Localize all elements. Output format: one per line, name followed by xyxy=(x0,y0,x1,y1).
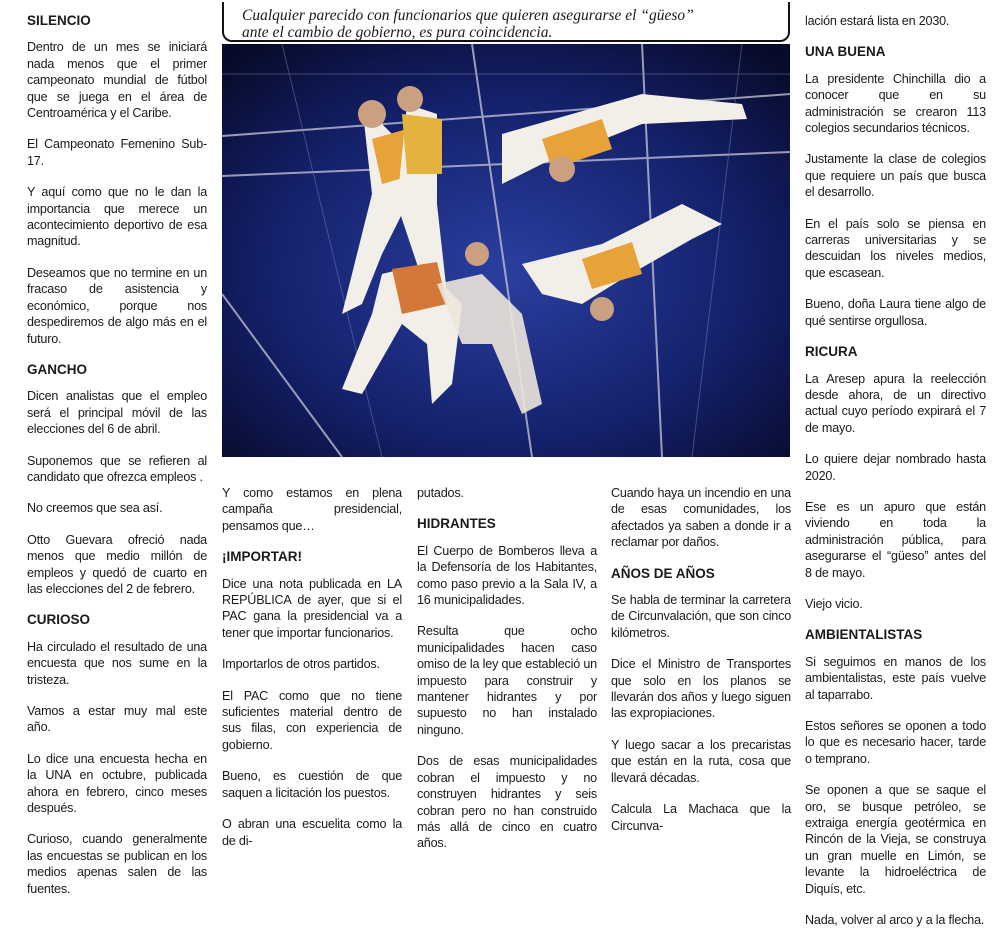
paragraph: putados. xyxy=(417,486,464,500)
paragraph: Dice una nota publicada en LA REPÚBLICA de ayer, que si el PAC gana la presidencial va a tener que importar funcionarios. xyxy=(222,576,402,640)
paragraph: Ese es un apuro que están viviendo en toda la administración pública, para asegurarse el “güeso” antes del 8 de mayo. xyxy=(805,499,986,580)
paragraph: Se habla de terminar la carretera de Circunvalación, que son cinco kilómetros. xyxy=(611,593,791,640)
column-5 xyxy=(805,13,986,943)
paragraph: Resulta que ocho municipalidades hacen caso omiso de la ley que estableció un impuesto para construir y mantener hidrantes y por supuesto no han instalado ninguno. xyxy=(417,624,597,737)
paragraph: Y como estamos en plena campaña presidencial, pensamos que… xyxy=(222,486,402,533)
paragraph: Lo quiere dejar nombrado hasta 2020. xyxy=(805,452,986,483)
paragraph: Dentro de un mes se iniciará nada menos que el primer campeonato mundial de fútbol que se juega en el área de Centroamérica y el Caribe. xyxy=(27,40,207,121)
paragraph: En el país solo se piensa en carreras universitarias y se descuidan los niveles medios, que escasean. xyxy=(805,216,986,280)
heading-una-buena: UNA BUENA xyxy=(805,44,886,60)
heading-curioso: CURIOSO xyxy=(27,612,91,628)
paragraph: La Aresep apura la reelección desde ahora, de un directivo actual cuyo período expirará el 7 de mayo. xyxy=(805,371,986,435)
paragraph: Dos de esas municipalidades cobran el impuesto y no construyen hidrantes y seis cobran pero no han construido más allá de cinco en cuatro años. xyxy=(417,754,597,851)
paragraph: La presidente Chinchilla dio a conocer que en su administración se crearon 113 colegios secundarios técnicos. xyxy=(805,71,986,136)
trapeze-illustration xyxy=(222,44,790,457)
column-2 xyxy=(222,485,402,864)
paragraph: Importarlos de otros partidos. xyxy=(222,657,380,672)
paragraph: Cuando haya un incendio en una de esas comunidades, los afectados ya saben a donde ir a reclamar por daños. xyxy=(611,486,791,550)
caption-line-2: ante el cambio de gobierno, es pura coincidencia. xyxy=(242,24,553,41)
paragraph: O abran una escuelita como la de di- xyxy=(222,817,402,848)
column-3 xyxy=(417,485,597,867)
caption-line-1: Cualquier parecido con funcionarios que quieren asegurarse el “güeso” xyxy=(242,7,694,24)
paragraph: Bueno, doña Laura tiene algo de qué sentirse orgullosa. xyxy=(805,297,986,328)
paragraph: El Campeonato Femenino Sub-17. xyxy=(27,137,207,168)
photo-caption xyxy=(222,2,790,42)
paragraph: Dicen analistas que el empleo será el principal móvil de las elecciones del 6 de abril. xyxy=(27,389,207,437)
heading-silencio: SILENCIO xyxy=(27,13,91,28)
paragraph: Deseamos que no termine en un fracaso de asistencia y económico, porque nos despediremos de algo más en el futuro. xyxy=(27,265,207,346)
paragraph: Justamente la clase de colegios que requiere un país que busca el desarrollo. xyxy=(805,152,986,200)
paragraph: Viejo vicio. xyxy=(805,596,863,611)
paragraph: El PAC como que no tiene suficientes material dentro de sus filas, con experiencia de gobierno. xyxy=(222,688,402,752)
heading-hidrantes: HIDRANTES xyxy=(417,516,496,532)
paragraph: Ha circulado el resultado de una encuesta que nos sume en la tristeza. xyxy=(27,639,207,687)
paragraph: lación estará lista en 2030. xyxy=(805,14,950,28)
paragraph: Si seguimos en manos de los ambientalistas, este país vuelve al taparrabo. xyxy=(805,654,986,702)
paragraph: El Cuerpo de Bomberos lleva a la Defensoría de los Habitantes, como paso previo a la Sala IV, a 16 municipalidades. xyxy=(417,543,597,608)
paragraph: Calcula La Machaca que la Circunva- xyxy=(611,802,791,833)
heading-ambientalistas: AMBIENTALISTAS xyxy=(805,627,923,643)
heading-anos-de-anos: AÑOS DE AÑOS xyxy=(611,565,715,581)
paragraph: Vamos a estar muy mal este año. xyxy=(27,704,207,735)
paragraph: Lo dice una encuesta hecha en la UNA en octubre, publicada ahora en febrero, cinco meses después. xyxy=(27,751,207,816)
paragraph: Suponemos que se refieren al candidato que ofrezca empleos . xyxy=(27,453,207,484)
paragraph: Se oponen a que se saque el oro, se busque petróleo, se extraiga energía geotérmica en Rincón de la Vieja, se construya un gran muelle en Limón, se levante la hidroeléctrica de Diquís, etc. xyxy=(805,783,986,896)
paragraph: No creemos que sea así. xyxy=(27,501,163,516)
paragraph: Bueno, es cuestión de que saquen a licitación los puestos. xyxy=(222,769,402,800)
heading-importar: ¡IMPORTAR! xyxy=(222,549,302,565)
paragraph: Dice el Ministro de Transportes que solo en los planos se llevarán dos años y luego siguen las expropiaciones. xyxy=(611,657,791,721)
paragraph: Estos señores se oponen a todo lo que es necesario hacer, tarde o temprano. xyxy=(805,719,986,766)
column-4 xyxy=(611,485,791,849)
heading-ricura: RICURA xyxy=(805,344,858,360)
paragraph: Y aquí como que no le dan la importancia que merece un acontecimiento deportivo de esa magnitud. xyxy=(27,185,207,249)
trapeze-photo xyxy=(222,44,790,457)
paragraph: Curioso, cuando generalmente las encuestas se publican en los medios apenas salen de las fuentes. xyxy=(27,832,207,896)
column-1 xyxy=(27,13,207,912)
heading-gancho: GANCHO xyxy=(27,361,87,377)
paragraph: Otto Guevara ofreció nada menos que medio millón de empleos y quedó de cuarto en las elecciones del 2 de febrero. xyxy=(27,532,207,596)
paragraph: Y luego sacar a los precaristas que están en la ruta, cosa que llevará décadas. xyxy=(611,737,791,785)
paragraph: Nada, volver al arco y a la flecha. xyxy=(805,913,985,928)
